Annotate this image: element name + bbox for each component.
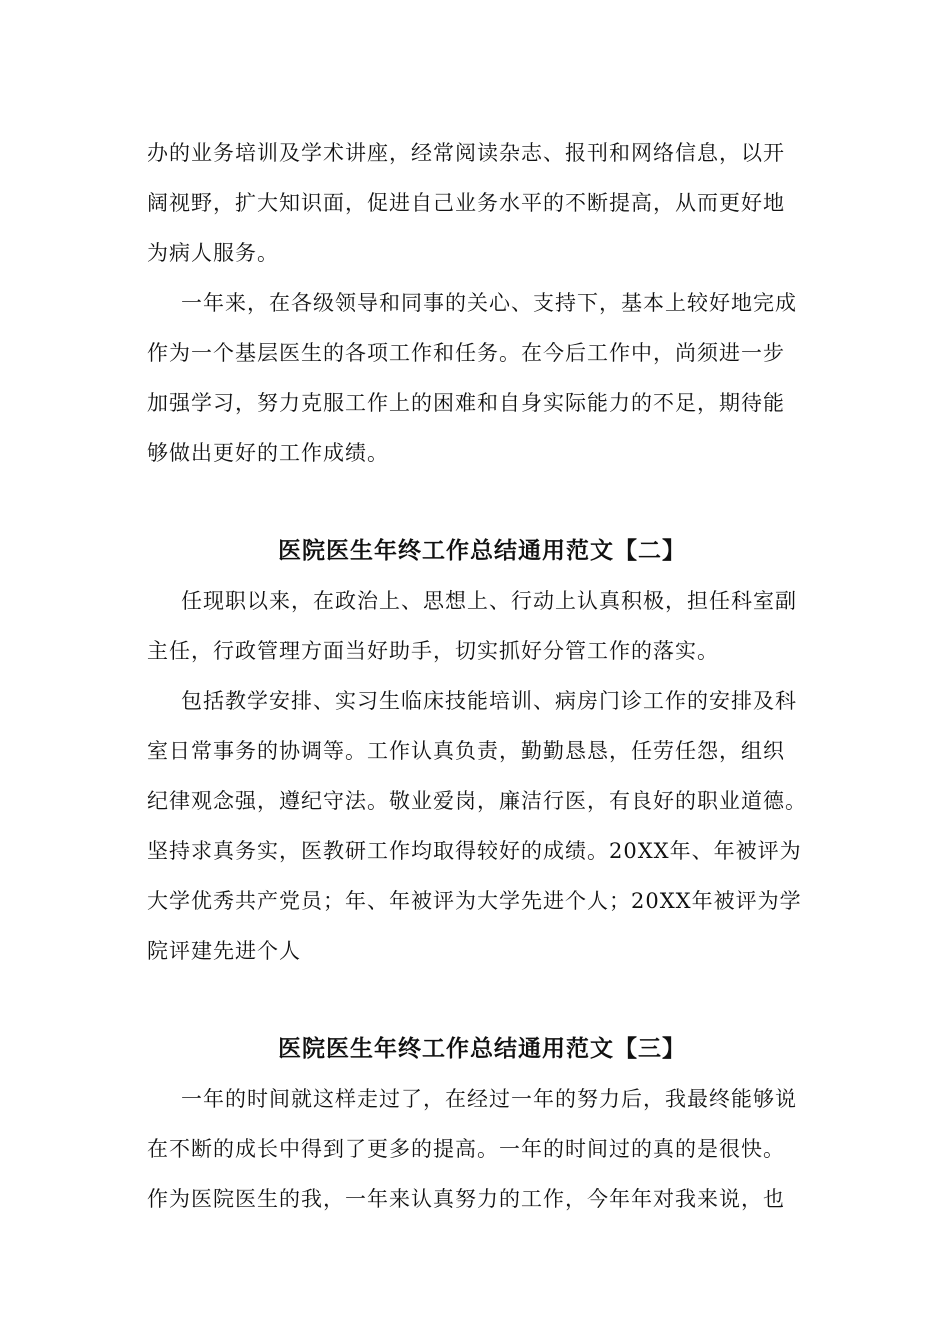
text-line: 室日常事务的协调等。工作认真负责，勤勤恳恳，任劳任怨，组织 — [147, 739, 785, 763]
paragraph-summary — [147, 278, 817, 478]
text-line: 院评建先进个人 — [147, 939, 301, 963]
text-line: 够做出更好的工作成绩。 — [147, 441, 389, 465]
text-line: 阔视野，扩大知识面，促进自己业务水平的不断提高，从而更好地 — [147, 191, 785, 215]
text-line: 为病人服务。 — [147, 241, 279, 265]
section-heading-3: 医院医生年终工作总结通用范文【三】 — [278, 1036, 686, 1062]
text-line: 在不断的成长中得到了更多的提高。一年的时间过的真的是很快。 — [147, 1137, 785, 1161]
section-heading-2: 医院医生年终工作总结通用范文【二】 — [278, 538, 686, 564]
text-line: 作为一个基层医生的各项工作和任务。在今后工作中，尚须进一步 — [147, 341, 785, 365]
text-line: 纪律观念强，遵纪守法。敬业爱岗，廉洁行医，有良好的职业道德。 — [147, 789, 807, 813]
paragraph-continued — [147, 128, 817, 278]
text-line: 包括教学安排、实习生临床技能培训、病房门诊工作的安排及科 — [181, 689, 797, 713]
text-line: 一年来，在各级领导和同事的关心、支持下，基本上较好地完成 — [181, 291, 797, 315]
section2-paragraph-1 — [147, 576, 817, 676]
text-line: 任现职以来，在政治上、思想上、行动上认真积极，担任科室副 — [181, 589, 797, 613]
document-body — [147, 128, 817, 1224]
section3-paragraph-1 — [147, 1074, 817, 1224]
text-line: 作为医院医生的我，一年来认真努力的工作，今年年对我来说，也 — [147, 1187, 785, 1211]
text-line: 加强学习，努力克服工作上的困难和自身实际能力的不足，期待能 — [147, 391, 785, 415]
text-line: 大学优秀共产党员；年、年被评为大学先进个人；20XX年被评为学 — [147, 889, 802, 913]
text-line: 主任，行政管理方面当好助手，切实抓好分管工作的落实。 — [147, 639, 719, 663]
text-line: 一年的时间就这样走过了，在经过一年的努力后，我最终能够说 — [181, 1087, 797, 1111]
text-line: 坚持求真务实，医教研工作均取得较好的成绩。20XX年、年被评为 — [147, 839, 802, 863]
text-line: 办的业务培训及学术讲座，经常阅读杂志、报刊和网络信息，以开 — [147, 141, 785, 165]
section2-paragraph-2 — [147, 676, 817, 976]
